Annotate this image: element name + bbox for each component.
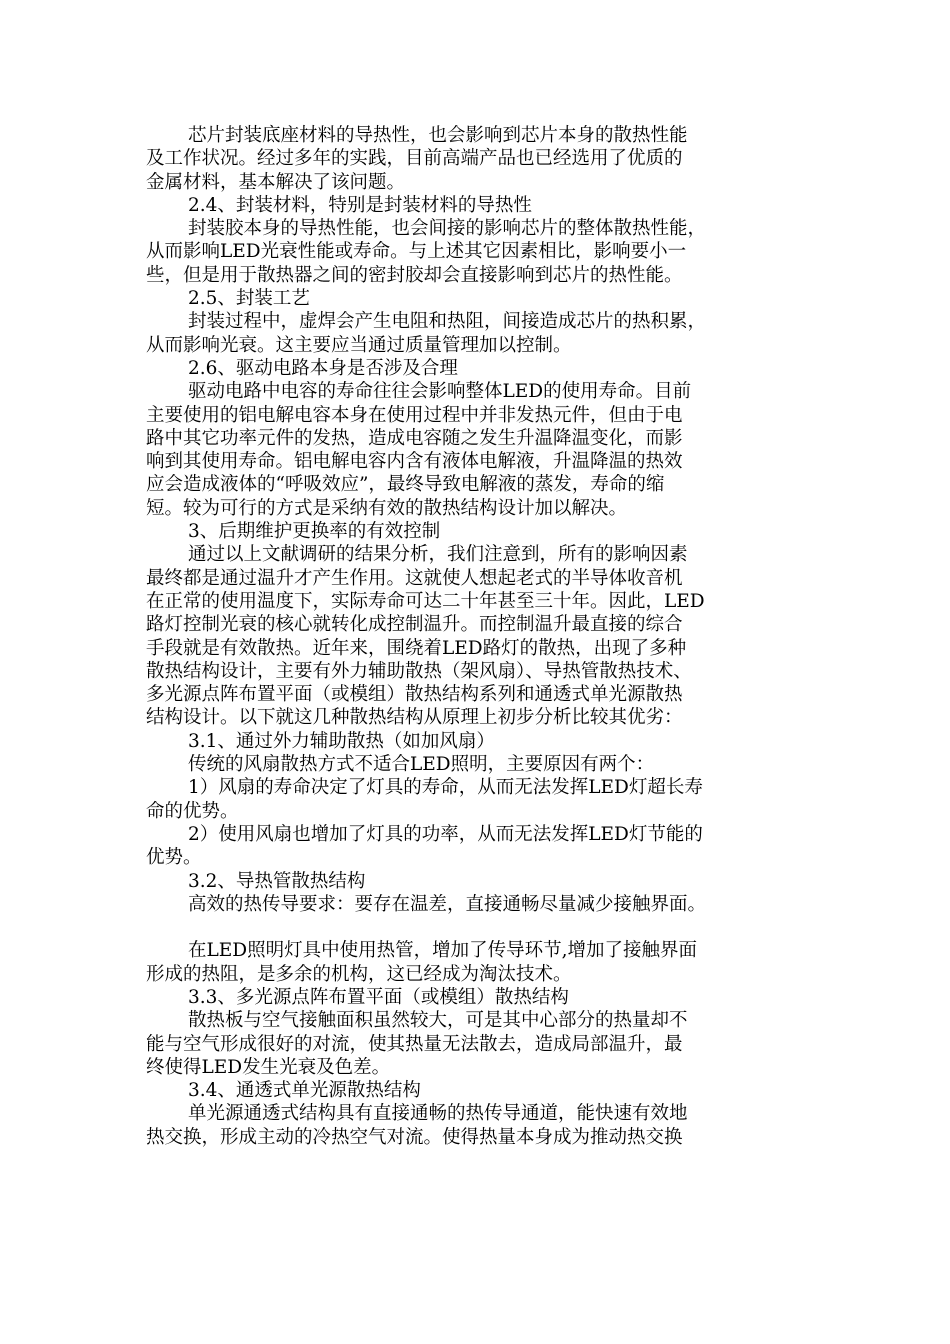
text-line: 封装过程中，虚焊会产生电阻和热阻，间接造成芯片的热积累， — [188, 311, 707, 333]
text-line: 驱动电路中电容的寿命往往会影响整体LED的使用寿命。目前 — [188, 381, 692, 403]
text-line: 从而影响光衰。这主要应当通过质量管理加以控制。 — [146, 334, 572, 356]
text-line: 结构设计。以下就这几种散热结构从原理上初步分析比较其优劣： — [146, 707, 683, 729]
text-line: 3、后期维护更换率的有效控制 — [188, 521, 441, 543]
text-line: 应会造成液体的“呼吸效应”，最终导致电解液的蒸发，寿命的缩 — [146, 474, 665, 496]
text-line: 芯片封装底座材料的导热性，也会影响到芯片本身的散热性能 — [188, 125, 688, 146]
text-line: 最终都是通过温升才产生作用。这就使人想起老式的半导体收音机 — [146, 567, 683, 589]
text-line: 响到其使用寿命。铝电解电容内含有液体电解液，升温降温的热效 — [146, 451, 683, 473]
blank-line — [146, 916, 810, 939]
text-line: 在正常的使用温度下，实际寿命可达二十年甚至三十年。因此，LED — [146, 590, 705, 612]
text-line: 单光源通透式结构具有直接通畅的热传导通道，能快速有效地 — [188, 1103, 688, 1125]
text-line: 通过以上文献调研的结果分析，我们注意到，所有的影响因素 — [188, 544, 688, 566]
text-line: 传统的风扇散热方式不适合LED照明，主要原因有两个： — [188, 754, 655, 776]
text-line: 及工作状况。经过多年的实践，目前高端产品也已经选用了优质的 — [146, 148, 683, 170]
document-body — [146, 124, 810, 1149]
text-line: 些，但是用于散热器之间的密封胶却会直接影响到芯片的热性能。 — [146, 264, 683, 286]
text-line: 形成的热阻，是多余的机构，这已经成为淘汰技术。 — [146, 963, 572, 985]
text-line: 3.4、通透式单光源散热结构 — [188, 1080, 421, 1102]
text-line: 路中其它功率元件的发热，造成电容随之发生升温降温变化，而影 — [146, 427, 683, 449]
text-line: 终使得LED发生光衰及色差。 — [146, 1056, 391, 1078]
text-line: 能与空气形成很好的对流，使其热量无法散去，造成局部温升，最 — [146, 1033, 683, 1055]
text-line: 2.4、封装材料，特别是封装材料的导热性 — [188, 194, 532, 216]
text-line: 路灯控制光衰的核心就转化成控制温升。而控制温升最直接的综合 — [146, 614, 683, 636]
text-line: 封装胶本身的导热性能，也会间接的影响芯片的整体散热性能， — [188, 218, 707, 240]
text-line: 手段就是有效散热。近年来，围绕着LED路灯的散热，出现了多种 — [146, 637, 687, 659]
text-line: 短。较为可行的方式是采纳有效的散热结构设计加以解决。 — [146, 497, 628, 519]
text-line: 热交换，形成主动的冷热空气对流。使得热量本身成为推动热交换 — [146, 1126, 683, 1148]
text-line: 2.5、封装工艺 — [188, 288, 310, 310]
text-line: 3.3、多光源点阵布置平面（或模组）散热结构 — [188, 986, 569, 1008]
text-line: 金属材料，基本解决了该问题。 — [146, 171, 406, 193]
text-line: 主要使用的铝电解电容本身在使用过程中并非发热元件，但由于电 — [146, 404, 683, 426]
text-line: 散热板与空气接触面积虽然较大，可是其中心部分的热量却不 — [188, 1010, 688, 1032]
text-line: 2.6、驱动电路本身是否涉及合理 — [188, 357, 458, 379]
text-line: 从而影响LED光衰性能或寿命。与上述其它因素相比，影响要小一 — [146, 241, 687, 263]
text-line: 命的优势。 — [146, 800, 239, 822]
text-line: 2）使用风扇也增加了灯具的功率，从而无法发挥LED灯节能的 — [188, 823, 703, 845]
text-line: 3.1、通过外力辅助散热（如加风扇） — [188, 730, 495, 752]
text-line: 多光源点阵布置平面（或模组）散热结构系列和通透式单光源散热 — [146, 684, 683, 706]
text-line: 高效的热传导要求：要存在温差，直接通畅尽量减少接触界面。 — [188, 893, 707, 915]
text-line: 在LED照明灯具中使用热管，增加了传导环节,增加了接触界面 — [188, 940, 698, 962]
text-line: 散热结构设计，主要有外力辅助散热（架风扇）、导热管散热技术、 — [146, 660, 692, 682]
text-line: 3.2、导热管散热结构 — [188, 870, 366, 892]
text-line: 1）风扇的寿命决定了灯具的寿命，从而无法发挥LED灯超长寿 — [188, 777, 703, 799]
text-line: 优势。 — [146, 847, 202, 869]
